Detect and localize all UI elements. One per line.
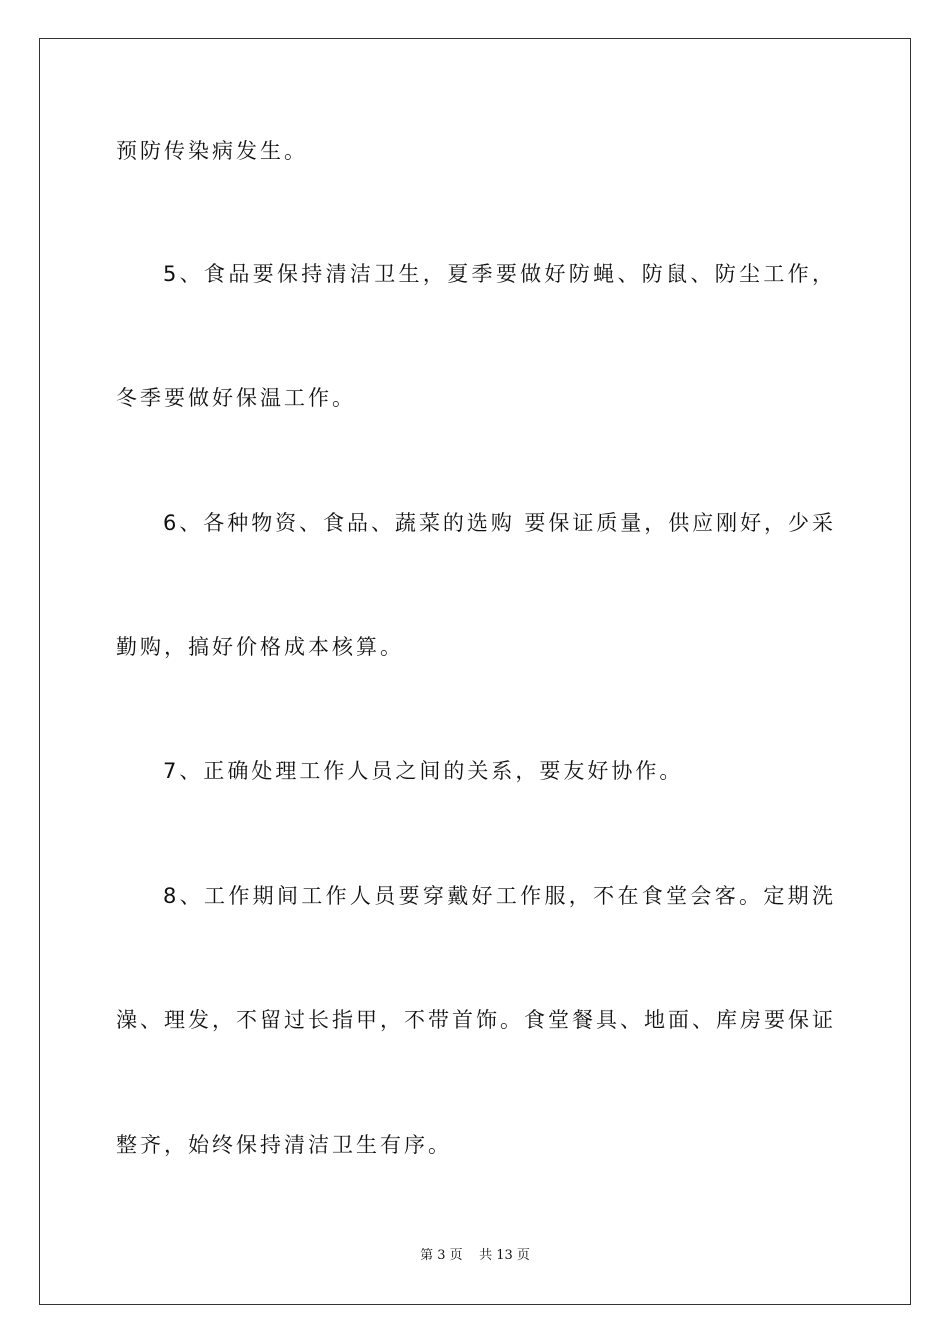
- text-line-6: 7、正确处理工作人员之间的关系，要友好协作。: [163, 759, 684, 783]
- text-line-2: 5、食品要保持清洁卫生，夏季要做好防蝇、防鼠、防尘工作，: [163, 262, 833, 286]
- page-number-footer: 第 3 页 共 13 页: [420, 1248, 530, 1263]
- page-border: [39, 38, 911, 1305]
- text-line-1: 预防传染病发生。: [116, 139, 308, 163]
- text-line-8: 澡、理发，不留过长指甲，不带首饰。食堂餐具、地面、库房要保证: [116, 1008, 833, 1032]
- text-line-5: 勤购，搞好价格成本核算。: [116, 635, 404, 659]
- text-line-3: 冬季要做好保温工作。: [116, 386, 356, 410]
- text-line-7: 8、工作期间工作人员要穿戴好工作服，不在食堂会客。定期洗: [163, 884, 833, 908]
- text-line-9: 整齐，始终保持清洁卫生有序。: [116, 1133, 452, 1157]
- text-line-4: 6、各种物资、食品、蔬菜的选购 要保证质量，供应刚好，少采: [163, 511, 833, 535]
